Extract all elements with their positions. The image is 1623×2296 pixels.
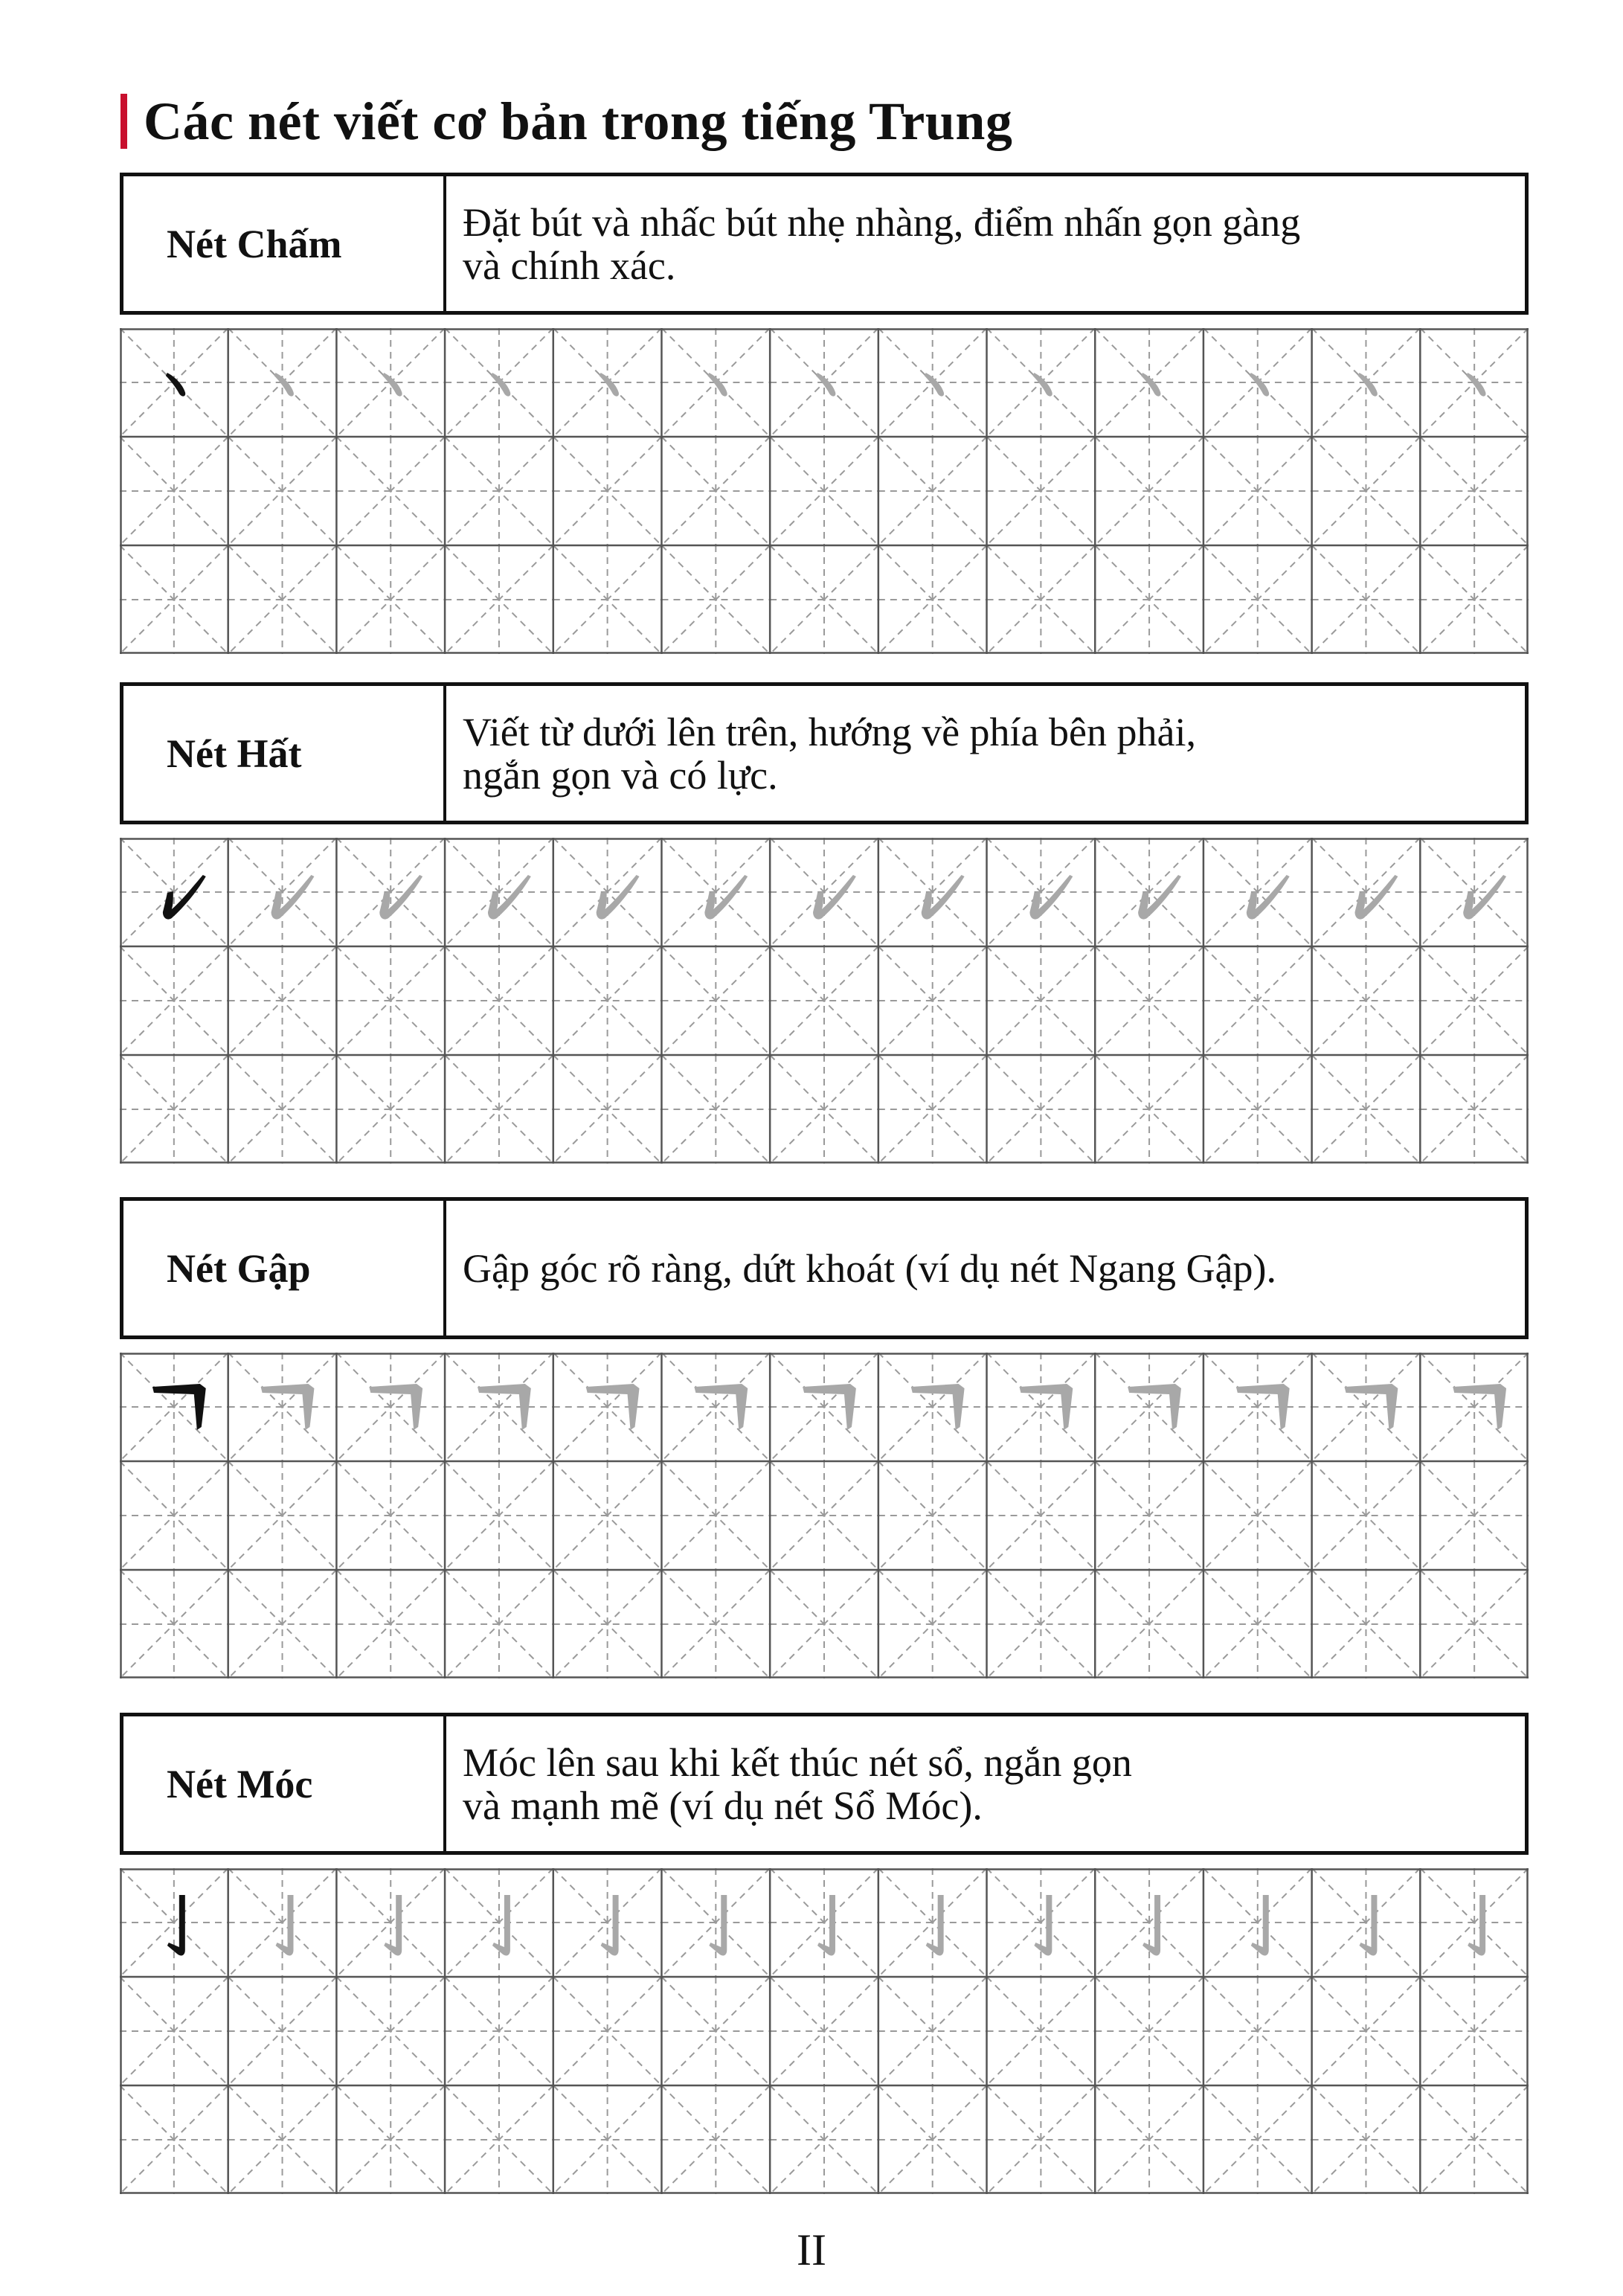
dot-stroke-trace-icon	[1032, 373, 1052, 397]
practice-grid	[120, 328, 1529, 654]
hook-stroke-trace-icon	[1468, 1895, 1485, 1955]
dot-stroke-model-icon	[166, 373, 185, 397]
hook-stroke-trace-icon	[492, 1895, 510, 1955]
section-header	[120, 682, 1529, 824]
stroke-name: Nét Chấm	[123, 176, 446, 311]
section-rising-stroke	[120, 682, 1529, 824]
dot-stroke-trace-icon	[600, 373, 619, 397]
grid-svg	[120, 838, 1529, 1164]
stroke-description: Móc lên sau khi kết thúc nét sổ, ngắn gọn và mạnh mẽ (ví dụ nét Sổ Móc).	[463, 1739, 1132, 1828]
heading-accent-bar	[120, 94, 127, 149]
dot-stroke-trace-icon	[1250, 373, 1269, 397]
hook-stroke-trace-icon	[817, 1895, 835, 1955]
grid-svg	[120, 1353, 1529, 1678]
section-turning-stroke	[120, 1197, 1529, 1339]
practice-grid	[120, 1868, 1529, 2194]
hook-stroke-trace-icon	[1359, 1895, 1377, 1955]
hook-stroke-trace-icon	[276, 1895, 294, 1955]
stroke-name: Nét Hất	[123, 686, 446, 821]
section-header	[120, 1197, 1529, 1339]
dot-stroke-trace-icon	[274, 373, 294, 397]
page-title: Các nét viết cơ bản trong tiếng Trung	[144, 91, 1013, 151]
section-header	[120, 173, 1529, 315]
hook-stroke-trace-icon	[709, 1895, 727, 1955]
stroke-name: Nét Gập	[123, 1201, 446, 1335]
hook-stroke-trace-icon	[384, 1895, 402, 1955]
dot-stroke-trace-icon	[1141, 373, 1160, 397]
page-heading	[120, 88, 1012, 155]
dot-stroke-trace-icon	[491, 373, 510, 397]
stroke-name: Nét Móc	[123, 1716, 446, 1851]
dot-stroke-trace-icon	[1466, 373, 1485, 397]
section-header	[120, 1713, 1529, 1855]
hook-stroke-trace-icon	[601, 1895, 619, 1955]
practice-grid	[120, 1353, 1529, 1678]
hook-stroke-trace-icon	[1251, 1895, 1269, 1955]
dot-stroke-trace-icon	[707, 373, 727, 397]
stroke-description: Gập góc rõ ràng, dứt khoát (ví dụ nét Ngang Gập).	[463, 1245, 1276, 1291]
hook-stroke-trace-icon	[1142, 1895, 1160, 1955]
hook-stroke-model-icon	[167, 1895, 185, 1955]
dot-stroke-trace-icon	[925, 373, 944, 397]
stroke-description: Viết từ dưới lên trên, hướng về phía bên phải, ngắn gọn và có lực.	[463, 709, 1196, 798]
dot-stroke-trace-icon	[382, 373, 402, 397]
grid-svg	[120, 328, 1529, 654]
section-dot-stroke	[120, 173, 1529, 315]
dot-stroke-trace-icon	[1357, 373, 1377, 397]
hook-stroke-trace-icon	[926, 1895, 944, 1955]
dot-stroke-trace-icon	[816, 373, 835, 397]
hook-stroke-trace-icon	[1034, 1895, 1052, 1955]
section-hook-stroke	[120, 1713, 1529, 1855]
stroke-description: Đặt bút và nhấc bút nhẹ nhàng, điểm nhấn gọn gàng và chính xác.	[463, 199, 1301, 288]
grid-svg	[120, 1868, 1529, 2194]
practice-grid	[120, 838, 1529, 1164]
page-number: II	[797, 2225, 826, 2274]
